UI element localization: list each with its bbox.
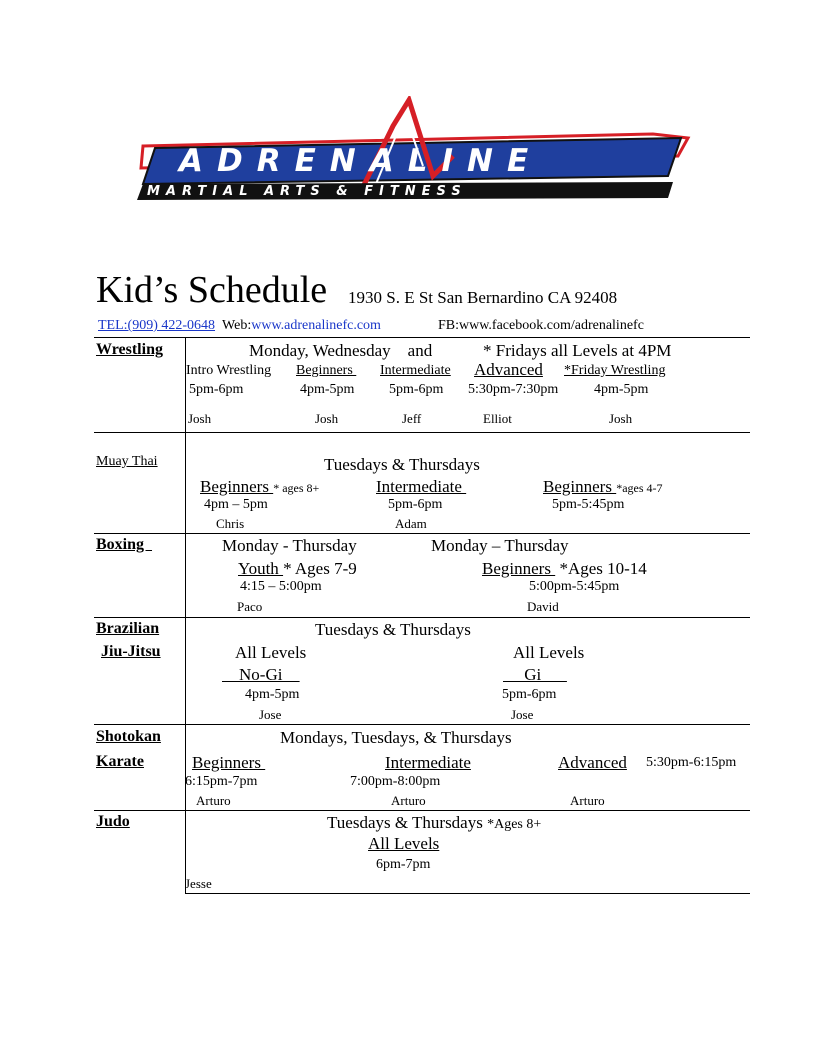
bjj-days: Tuesdays & Thursdays — [315, 620, 471, 639]
logo-wordmark: ADRENALINE — [179, 143, 543, 179]
wrestling-class-coach: Josh — [188, 411, 212, 426]
row-divider — [94, 724, 750, 725]
wrestling-days: Monday, Wednesday and — [249, 341, 433, 360]
boxing-class-heading — [238, 560, 357, 577]
muay-thai-class-name: Beginners — [543, 477, 617, 496]
muay-thai-days: Tuesdays & Thursdays — [324, 455, 480, 474]
boxing-class-note: * Ages 7-9 — [283, 559, 357, 578]
boxing-class-heading — [482, 560, 647, 577]
karate-class-coach: Arturo — [570, 793, 605, 808]
wrestling-class-time: 4pm-5pm — [594, 382, 649, 397]
muay-thai-class-name: Beginners — [200, 477, 274, 496]
muay-thai-class-heading — [200, 478, 319, 496]
wrestling-class-time: 5:30pm-7:30pm — [468, 382, 559, 397]
boxing-class-name: Beginners — [482, 559, 556, 578]
bjj-class-name: Gi___ — [503, 665, 567, 684]
row-divider — [94, 533, 750, 534]
logo — [133, 96, 693, 206]
tel-link[interactable]: TEL:(909) 422-0648 — [98, 318, 216, 333]
boxing-label: Boxing — [96, 536, 153, 553]
wrestling-class-name: Intermediate — [380, 363, 451, 378]
karate-label: Shotokan — [96, 728, 161, 745]
judo-note: *Ages 8+ — [487, 817, 542, 832]
wrestling-class-coach: Josh — [609, 411, 633, 426]
bjj-class-coach: Jose — [511, 707, 534, 722]
karate-class-coach: Arturo — [196, 793, 231, 808]
muay-thai-class-coach: Chris — [216, 516, 245, 531]
wrestling-class-name: Advanced — [474, 360, 543, 379]
contact-line — [98, 319, 381, 333]
bjj-label: Brazilian — [96, 620, 160, 637]
bjj-label: Jiu-Jitsu — [101, 643, 161, 660]
wrestling-class-name: Beginners — [296, 363, 357, 378]
bjj-class-level: All Levels — [513, 643, 585, 662]
boxing-class-note: *Ages 10-14 — [555, 559, 647, 578]
address: 1930 S. E St San Bernardino CA 92408 — [348, 288, 618, 307]
karate-days: Mondays, Tuesdays, & Thursdays — [280, 728, 512, 747]
wrestling-class-coach: Jeff — [402, 411, 422, 426]
bjj-class-time: 4pm-5pm — [245, 687, 300, 702]
wrestling-class-coach: Elliot — [483, 411, 512, 426]
karate-class-name: Beginners — [192, 753, 266, 772]
wrestling-class-coach: Josh — [315, 411, 339, 426]
karate-class-time: 5:30pm-6:15pm — [646, 755, 737, 770]
wrestling-class-time: 5pm-6pm — [389, 382, 444, 397]
muay-thai-class-time: 5pm-5:45pm — [552, 497, 625, 512]
judo-days: Tuesdays & Thursdays — [327, 813, 488, 832]
row-divider — [94, 810, 750, 811]
muay-thai-class-note: * ages 8+ — [273, 481, 320, 495]
web-link[interactable]: www.adrenalinefc.com — [251, 318, 381, 333]
boxing-class-time: 4:15 – 5:00pm — [240, 579, 322, 594]
web-label: Web: — [222, 318, 252, 333]
wrestling-fridays: * Fridays all Levels at 4PM — [483, 341, 672, 360]
wrestling-class-name: Intro Wrestling — [186, 363, 272, 378]
karate-class-name: Intermediate — [385, 753, 471, 772]
karate-class-name: Advanced — [558, 753, 627, 772]
muay-thai-class-time: 4pm – 5pm — [204, 497, 268, 512]
boxing-class-coach: Paco — [237, 599, 263, 614]
bjj-class-name: No-Gi__ — [222, 665, 300, 684]
boxing-days: Monday - Thursday — [222, 536, 357, 555]
judo-level: All Levels — [368, 834, 440, 853]
column-divider — [185, 337, 186, 894]
boxing-class-time: 5:00pm-5:45pm — [529, 579, 620, 594]
logo-tagline: MARTIAL ARTS & FITNESS — [147, 184, 467, 199]
wrestling-class-time: 4pm-5pm — [300, 382, 355, 397]
muay-thai-class-coach: Adam — [395, 516, 427, 531]
bjj-class-time: 5pm-6pm — [502, 687, 557, 702]
karate-class-time: 6:15pm-7pm — [185, 774, 258, 789]
bjj-class-level: All Levels — [235, 643, 307, 662]
judo-coach: Jesse — [185, 876, 212, 891]
muay-thai-class-note: *ages 4-7 — [616, 481, 663, 495]
table-bottom-line — [185, 893, 750, 894]
judo-label: Judo — [96, 813, 130, 830]
boxing-class-name: Youth — [238, 559, 284, 578]
karate-label: Karate — [96, 753, 144, 770]
muay-thai-class-heading — [543, 478, 663, 496]
row-divider — [94, 432, 750, 433]
facebook-text: FB:www.facebook.com/adrenalinefc — [438, 318, 644, 333]
row-divider — [94, 617, 750, 618]
wrestling-label: Wrestling — [96, 341, 163, 358]
muay-thai-class-time: 5pm-6pm — [388, 497, 443, 512]
table-top-line — [94, 337, 750, 338]
wrestling-class-time: 5pm-6pm — [189, 382, 244, 397]
judo-days-line — [327, 814, 541, 832]
wrestling-class-name: *Friday Wrestling — [564, 363, 666, 378]
karate-class-coach: Arturo — [391, 793, 426, 808]
muay-thai-class-name: Intermediate — [376, 477, 467, 496]
karate-class-time: 7:00pm-8:00pm — [350, 774, 441, 789]
muay-thai-label: Muay Thai — [96, 454, 158, 469]
boxing-class-coach: David — [527, 599, 559, 614]
judo-time: 6pm-7pm — [376, 857, 431, 872]
page-title: Kid’s Schedule — [96, 269, 328, 311]
boxing-days: Monday – Thursday — [431, 536, 569, 555]
bjj-class-coach: Jose — [259, 707, 282, 722]
